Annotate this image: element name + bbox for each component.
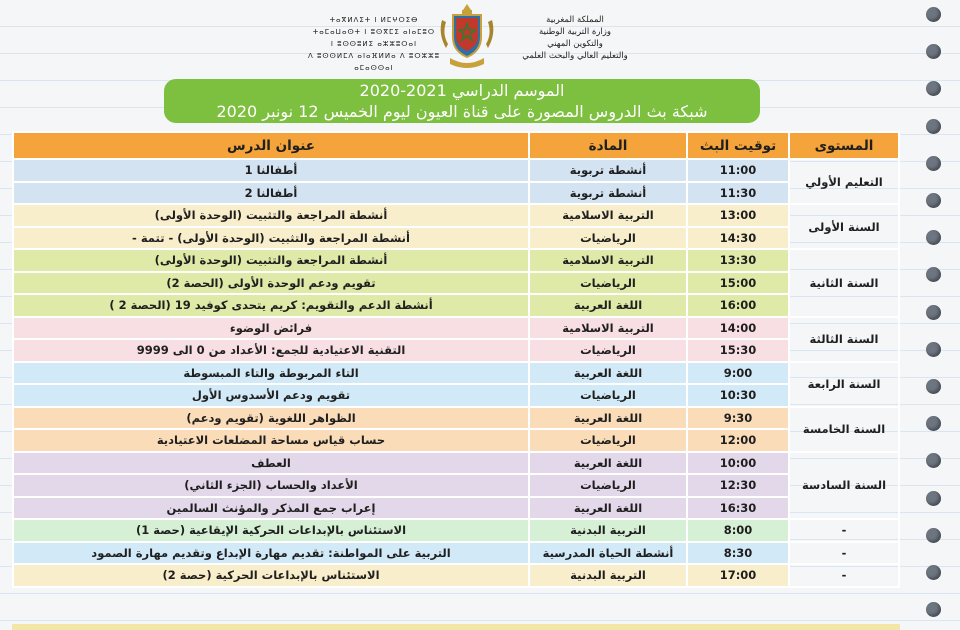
- time-cell: 9:30: [687, 407, 789, 430]
- lesson-title-cell: الاستئناس بالإبداعات الحركية الإيقاعية (حصة 1): [13, 519, 529, 542]
- lesson-title-cell: حساب قياس مساحة المضلعات الاعتيادية: [13, 429, 529, 452]
- level-cell: -: [789, 564, 899, 587]
- subject-cell: الرياضيات: [529, 227, 687, 250]
- level-cell: السنة الخامسة: [789, 407, 899, 452]
- level-cell: -: [789, 542, 899, 565]
- time-cell: 8:30: [687, 542, 789, 565]
- subject-cell: الرياضيات: [529, 272, 687, 295]
- time-cell: 17:00: [687, 564, 789, 587]
- binder-hole-icon: [926, 528, 941, 543]
- time-cell: 12:00: [687, 429, 789, 452]
- subject-cell: اللغة العربية: [529, 452, 687, 475]
- binder-hole-icon: [926, 491, 941, 506]
- lesson-title-cell: أطفالنا 1: [13, 159, 529, 182]
- arabic-line: والتكوين المهني: [547, 39, 603, 49]
- arabic-line: والتعليم العالي والبحث العلمي: [522, 51, 628, 61]
- subject-cell: التربية الاسلامية: [529, 204, 687, 227]
- binder-hole-icon: [926, 453, 941, 468]
- subject-cell: أنشطة الحياة المدرسية: [529, 542, 687, 565]
- time-cell: 13:30: [687, 249, 789, 272]
- time-cell: 14:30: [687, 227, 789, 250]
- binder-hole-icon: [926, 267, 941, 282]
- time-cell: 13:00: [687, 204, 789, 227]
- level-cell: التعليم الأولي: [789, 159, 899, 204]
- page-header: [0, 0, 960, 76]
- level-cell: -: [789, 519, 899, 542]
- binder-hole-icon: [926, 565, 941, 580]
- time-cell: 16:00: [687, 294, 789, 317]
- tifinagh-line: ⵜⴰⵎⴰⵡⴰⵙⵜ ⵏ ⵓⵙⴳⵎⵉ ⴰⵏⴰⵎⵓⵔ: [312, 28, 436, 36]
- binder-hole-icon: [926, 193, 941, 208]
- lesson-title-cell: أنشطة الدعم والتقويم: كريم يتحدى كوفيد 19 (الحصة 2 ): [13, 294, 529, 317]
- binder-hole-icon: [926, 230, 941, 245]
- level-cell: السنة السادسة: [789, 452, 899, 520]
- lesson-title-cell: تقويم ودعم الأسدوس الأول: [13, 384, 529, 407]
- lesson-title-cell: التربية على المواطنة: تقديم مهارة الإبداع وتقديم مهارة الصمود: [13, 542, 529, 565]
- binder-hole-icon: [926, 44, 941, 59]
- season-title: الموسم الدراسي 2021-2020: [359, 81, 565, 100]
- binder-hole-icon: [926, 379, 941, 394]
- tifinagh-line: ⵜⴰⴳⵍⴷⵉⵜ ⵏ ⵍⵎⵖⵔⵉⴱ: [329, 16, 419, 24]
- time-cell: 12:30: [687, 474, 789, 497]
- table-row: [13, 227, 899, 250]
- lesson-title-cell: أنشطة المراجعة والتثبيت (الوحدة الأولى): [13, 249, 529, 272]
- time-cell: 8:00: [687, 519, 789, 542]
- table-row: [13, 249, 899, 272]
- time-cell: 16:30: [687, 497, 789, 520]
- table-row: [13, 204, 899, 227]
- lesson-title-cell: الاستئناس بالإبداعات الحركية (حصة 2): [13, 564, 529, 587]
- table-row: [13, 317, 899, 340]
- lesson-title-cell: العطف: [13, 452, 529, 475]
- arabic-line: المملكة المغربية: [546, 15, 604, 25]
- table-row: [13, 159, 899, 182]
- table-row: [13, 519, 899, 542]
- header-level: المستوى: [789, 132, 899, 159]
- tifinagh-line: ⴷ ⵓⵙⵙⵍⵎⴷ ⴰⵏⴰⴼⵍⵍⴰ ⴷ ⵓⵔⵣⵣⵓ ⴰⵎⴰⵙⵙⴰⵏ: [307, 52, 441, 72]
- next-row-strip: [12, 624, 900, 630]
- table-row: [13, 384, 899, 407]
- time-cell: 14:00: [687, 317, 789, 340]
- time-cell: 10:30: [687, 384, 789, 407]
- time-cell: 15:00: [687, 272, 789, 295]
- binder-holes: [924, 0, 944, 630]
- binder-hole-icon: [926, 156, 941, 171]
- table-header-row: [13, 132, 899, 159]
- level-cell: السنة الرابعة: [789, 362, 899, 407]
- table-row: [13, 452, 899, 475]
- time-cell: 10:00: [687, 452, 789, 475]
- title-banner: [164, 79, 760, 123]
- lesson-title-cell: أطفالنا 2: [13, 182, 529, 205]
- subject-cell: اللغة العربية: [529, 497, 687, 520]
- level-cell: السنة الثانية: [789, 249, 899, 317]
- coat-of-arms-icon: [436, 2, 498, 72]
- header-time: توقيت البث: [687, 132, 789, 159]
- schedule-body: [13, 159, 899, 587]
- subject-cell: التربية البدنية: [529, 564, 687, 587]
- arabic-ministry-name: [520, 14, 630, 62]
- lesson-title-cell: التاء المربوطة والتاء المبسوطة: [13, 362, 529, 385]
- binder-hole-icon: [926, 81, 941, 96]
- table-row: [13, 542, 899, 565]
- lesson-title-cell: أنشطة المراجعة والتثبيت (الوحدة الأولى) - تتمة -: [13, 227, 529, 250]
- subject-cell: التربية الاسلامية: [529, 317, 687, 340]
- lesson-title-cell: فرائض الوضوء: [13, 317, 529, 340]
- binder-hole-icon: [926, 416, 941, 431]
- table-row: [13, 564, 899, 587]
- time-cell: 11:30: [687, 182, 789, 205]
- tifinagh-line: ⵏ ⵓⵙⵙⵓⵍⵉ ⴰⵣⵣⵓⵔⴰⵏ: [330, 40, 418, 48]
- time-cell: 15:30: [687, 339, 789, 362]
- lesson-title-cell: الظواهر اللغوية (تقويم ودعم): [13, 407, 529, 430]
- lesson-title-cell: التقنية الاعتيادية للجمع: الأعداد من 0 الى 9999: [13, 339, 529, 362]
- table-row: [13, 497, 899, 520]
- time-cell: 11:00: [687, 159, 789, 182]
- subject-cell: الرياضيات: [529, 474, 687, 497]
- table-row: [13, 407, 899, 430]
- level-cell: السنة الأولى: [789, 204, 899, 249]
- binder-hole-icon: [926, 119, 941, 134]
- table-row: [13, 339, 899, 362]
- table-row: [13, 474, 899, 497]
- subject-cell: التربية البدنية: [529, 519, 687, 542]
- tifinagh-ministry-name: [300, 14, 448, 74]
- subject-cell: التربية الاسلامية: [529, 249, 687, 272]
- table-row: [13, 294, 899, 317]
- subject-cell: الرياضيات: [529, 384, 687, 407]
- subject-cell: الرياضيات: [529, 429, 687, 452]
- arabic-line: وزارة التربية الوطنية: [538, 27, 612, 37]
- table-row: [13, 362, 899, 385]
- lesson-title-cell: إعراب جمع المذكر والمؤنث السالمين: [13, 497, 529, 520]
- lesson-title-cell: الأعداد والحساب (الجزء الثاني): [13, 474, 529, 497]
- binder-hole-icon: [926, 7, 941, 22]
- header-subject: المادة: [529, 132, 687, 159]
- subject-cell: اللغة العربية: [529, 294, 687, 317]
- binder-hole-icon: [926, 602, 941, 617]
- broadcast-title: شبكة بث الدروس المصورة على قناة العيون ليوم الخميس 12 نونبر 2020: [216, 102, 708, 121]
- binder-hole-icon: [926, 342, 941, 357]
- time-cell: 9:00: [687, 362, 789, 385]
- subject-cell: اللغة العربية: [529, 407, 687, 430]
- lesson-title-cell: تقويم ودعم الوحدة الأولى (الحصة 2): [13, 272, 529, 295]
- binder-hole-icon: [926, 305, 941, 320]
- schedule-table: [12, 131, 900, 588]
- table-row: [13, 272, 899, 295]
- subject-cell: أنشطة تربوية: [529, 159, 687, 182]
- subject-cell: الرياضيات: [529, 339, 687, 362]
- table-row: [13, 429, 899, 452]
- lesson-title-cell: أنشطة المراجعة والتثبيت (الوحدة الأولى): [13, 204, 529, 227]
- subject-cell: اللغة العربية: [529, 362, 687, 385]
- header-lesson-title: عنوان الدرس: [13, 132, 529, 159]
- level-cell: السنة الثالثة: [789, 317, 899, 362]
- subject-cell: أنشطة تربوية: [529, 182, 687, 205]
- table-row: [13, 182, 899, 205]
